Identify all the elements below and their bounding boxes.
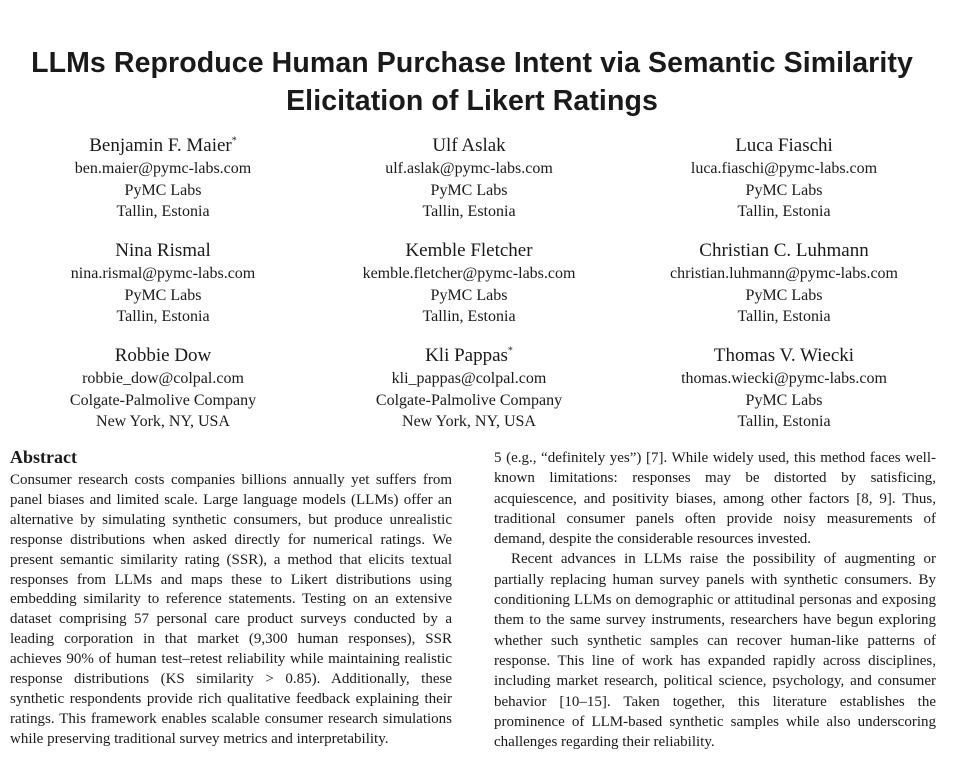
author-email: kemble.fletcher@pymc-labs.com: [362, 265, 576, 282]
author-block: [0, 134, 944, 449]
author-card: [314, 239, 624, 344]
author-location: New York, NY, USA: [402, 413, 536, 431]
author-card: [0, 134, 314, 239]
author-card: [624, 344, 944, 449]
author-name: Nina Rismal: [115, 240, 211, 261]
author-name: Ulf Aslak: [432, 135, 506, 156]
author-location: Tallin, Estonia: [422, 308, 516, 326]
paper-title: [0, 44, 944, 120]
author-affiliation: PyMC Labs: [745, 391, 823, 409]
author-card: [0, 239, 314, 344]
author-location: New York, NY, USA: [96, 413, 230, 431]
author-affiliation: Colgate-Palmolive Company: [375, 391, 563, 409]
abstract-section: [10, 446, 452, 750]
author-name: Luca Fiaschi: [735, 135, 833, 156]
author-email: robbie_dow@colpal.com: [82, 370, 244, 387]
author-affiliation: PyMC Labs: [124, 181, 202, 199]
author-location: Tallin, Estonia: [116, 203, 210, 221]
author-name: Christian C. Luhmann: [699, 240, 869, 261]
author-name: Robbie Dow: [114, 345, 212, 366]
author-email: kli_pappas@colpal.com: [391, 370, 547, 387]
author-location: Tallin, Estonia: [737, 413, 831, 431]
paper-title-line-2: Elicitation of Likert Ratings: [286, 85, 658, 117]
author-affiliation: Colgate-Palmolive Company: [69, 391, 257, 409]
body-paragraph: Recent advances in LLMs raise the possibility of augmenting or partially replacing human survey panels with synthetic consumers. By conditioning LLMs on demographic or attitudinal personas and exposing them to the same survey instruments, researchers have begun exploring whether such synthetic samples can recover human-like patterns of response. This line of work has expanded rapidly across disciplines, including market research, political science, psychology, and consumer behavior [10–15]. Taken together, this literature establishes the prominence of LLM-based synthetic samples while also underscoring challenges regarding their reliability.: [494, 551, 936, 751]
abstract-text: Consumer research costs companies billions annually yet suffers from panel biases and limited scale. Large language models (LLMs) offer an alternative by simulating synthetic consumers, but produce unrealistic response distributions when asked directly for numerical ratings. We present semantic similarity rating (SSR), a method that elicits textual responses from LLMs and maps these to Likert distributions using embedding similarity to reference statements. Testing on an extensive dataset comprising 57 personal care product surveys conducted by a leading corporation in that market (9,300 human responses), SSR achieves 90% of human test–retest reliability while maintaining realistic response distributions (KS similarity > 0.85). Additionally, these synthetic respondents provide rich qualitative feedback explaining their ratings. This framework enables scalable consumer research simulations while preserving traditional survey metrics and interpretability.: [10, 472, 452, 747]
author-card: [624, 239, 944, 344]
author-card: [314, 344, 624, 449]
author-affiliation: PyMC Labs: [745, 286, 823, 304]
author-email: ben.maier@pymc-labs.com: [74, 160, 252, 177]
abstract-heading: Abstract: [10, 447, 77, 467]
author-row: [0, 239, 944, 344]
author-card: [624, 134, 944, 239]
author-location: Tallin, Estonia: [116, 308, 210, 326]
author-location: Tallin, Estonia: [737, 308, 831, 326]
author-name: Kli Pappas: [425, 345, 508, 366]
author-card: [0, 344, 314, 449]
author-name: Kemble Fletcher: [405, 240, 533, 261]
paper-title-line-1: LLMs Reproduce Human Purchase Intent via Semantic Similarity: [31, 47, 913, 79]
author-email: ulf.aslak@pymc-labs.com: [385, 160, 553, 177]
author-affiliation: PyMC Labs: [745, 181, 823, 199]
author-row: [0, 134, 944, 239]
author-email: thomas.wiecki@pymc-labs.com: [681, 370, 887, 387]
author-email: luca.fiaschi@pymc-labs.com: [690, 160, 878, 177]
author-card: [314, 134, 624, 239]
author-affiliation: PyMC Labs: [430, 181, 508, 199]
author-affiliation: PyMC Labs: [124, 286, 202, 304]
author-name: Benjamin F. Maier: [89, 135, 232, 156]
body-paragraph: 5 (e.g., “definitely yes”) [7]. While widely used, this method faces well-known limitations: responses may be distorted by satisficing, acquiescence, and positivity biases, among other factors [8, 9]. Thus, traditional consumer panels often provide noisy measurements of demand, despite the considerable resources invested.: [494, 450, 936, 548]
corresponding-mark: *: [231, 135, 237, 147]
author-name: Thomas V. Wiecki: [713, 345, 855, 366]
author-location: Tallin, Estonia: [737, 203, 831, 221]
author-email: nina.rismal@pymc-labs.com: [70, 265, 256, 282]
introduction-column: [494, 448, 936, 752]
author-location: Tallin, Estonia: [422, 203, 516, 221]
author-email: christian.luhmann@pymc-labs.com: [669, 265, 898, 282]
author-row: [0, 344, 944, 449]
author-affiliation: PyMC Labs: [430, 286, 508, 304]
corresponding-mark: *: [507, 345, 513, 357]
